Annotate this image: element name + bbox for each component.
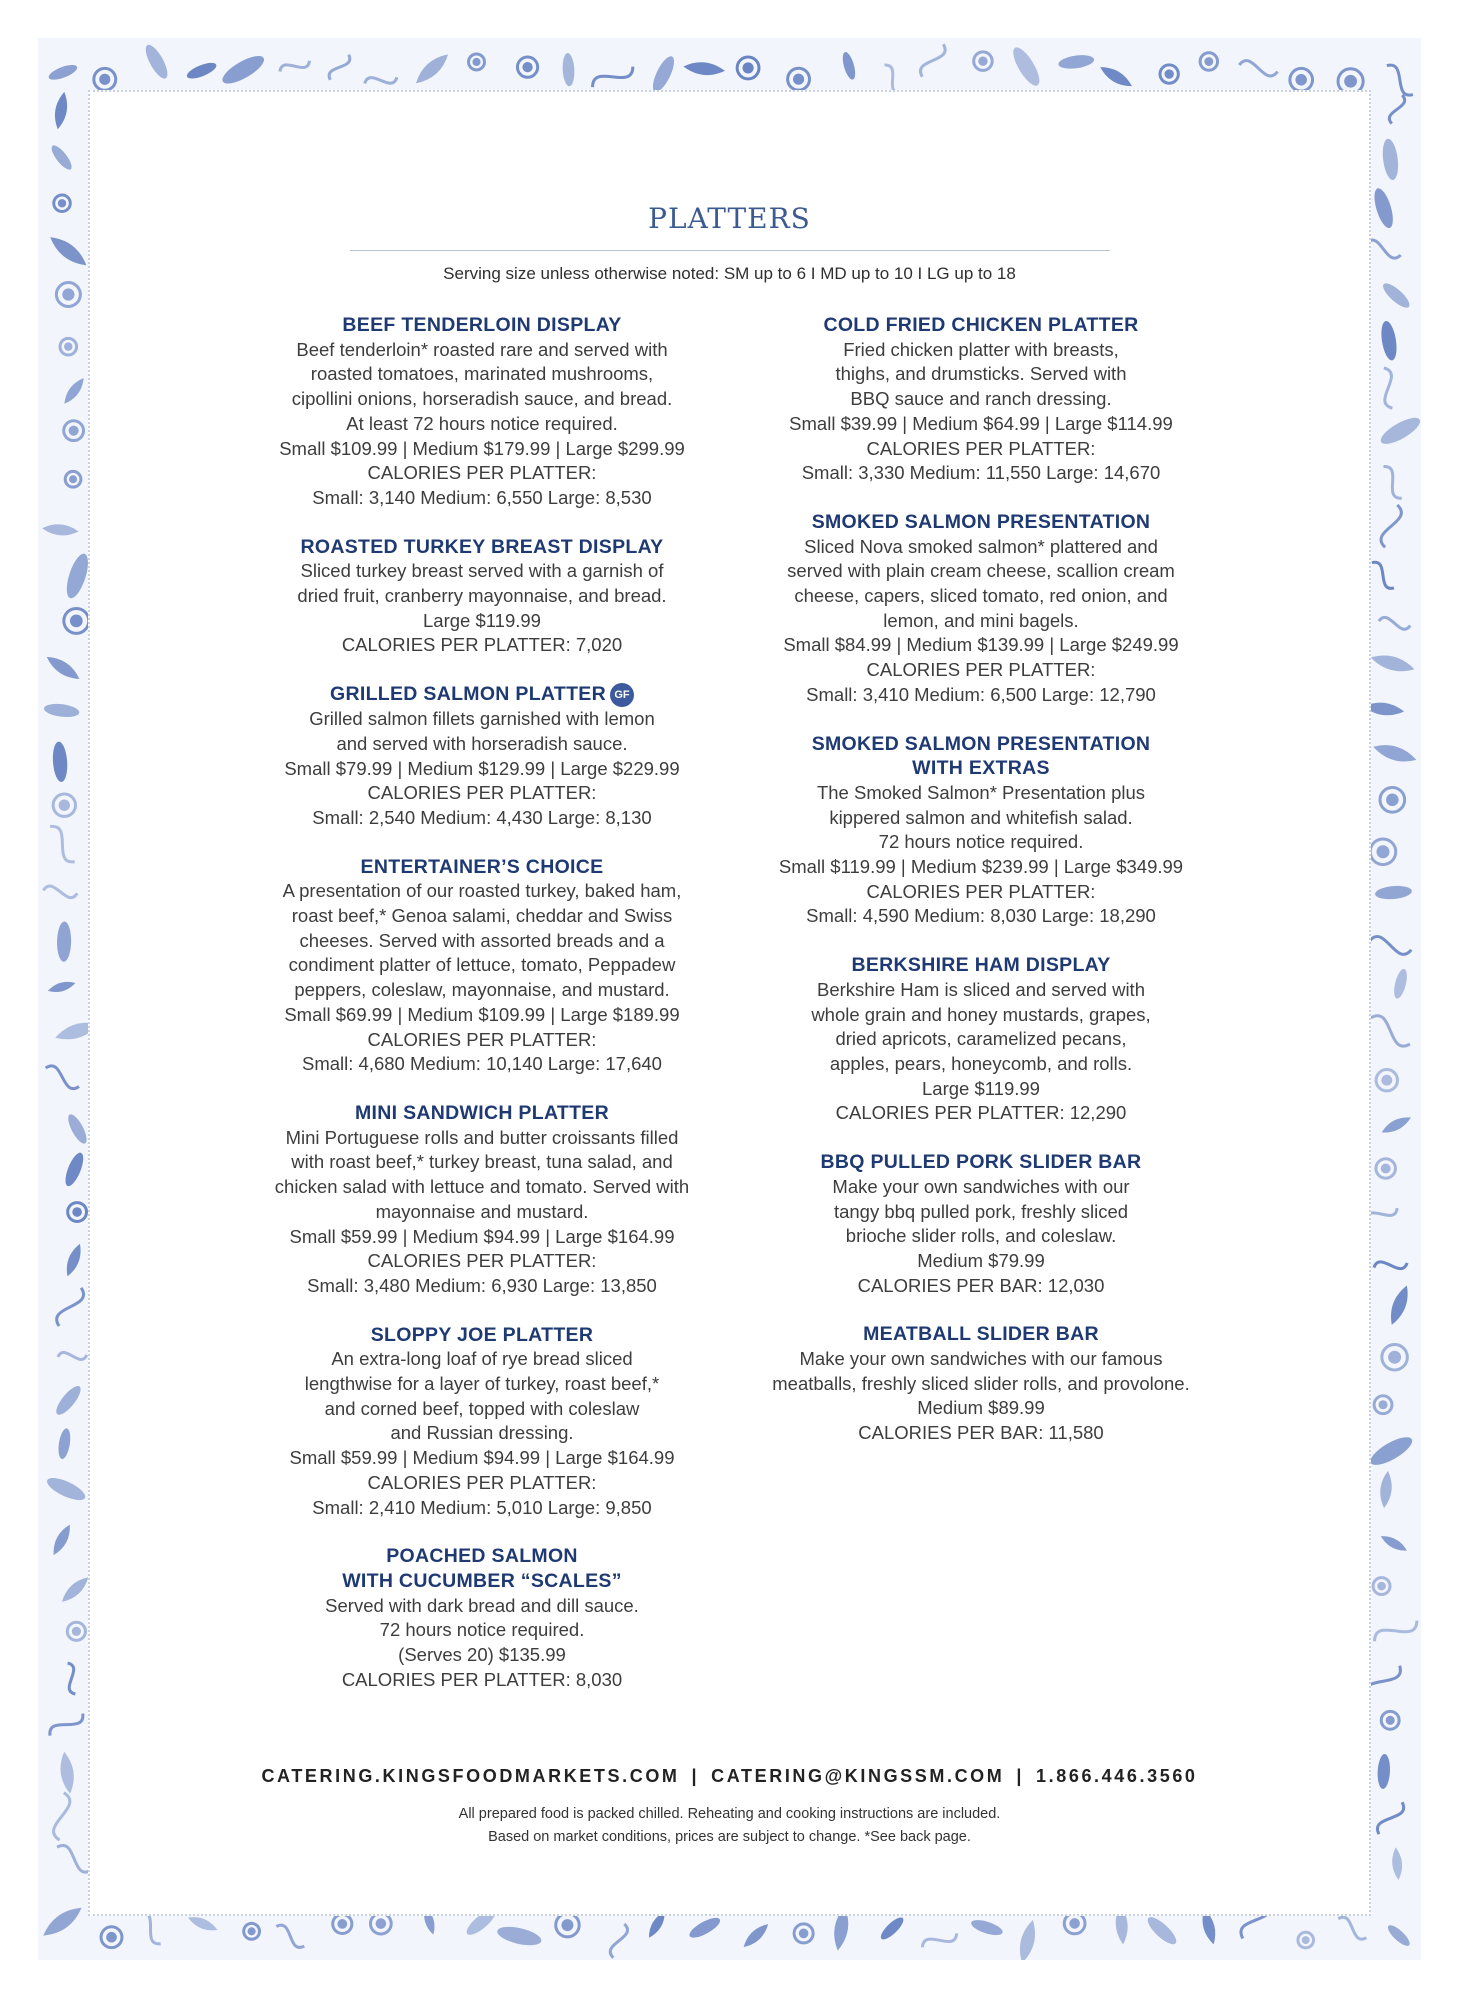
- shell-center: [69, 475, 77, 483]
- fish-shape: [1377, 413, 1421, 449]
- shell-center: [376, 1918, 387, 1929]
- item-name-text: ROASTED TURKEY BREAST DISPLAY: [300, 535, 664, 558]
- shell-center: [64, 342, 72, 350]
- item-detail-line: kippered salmon and whitefish salad.: [829, 806, 1133, 828]
- menu-item: [242, 313, 722, 511]
- item-detail-line: CALORIES PER PLATTER:: [367, 1471, 597, 1493]
- leaf-shape: [1016, 1918, 1040, 1960]
- menu-item: [741, 510, 1221, 708]
- item-name: [741, 1322, 1221, 1347]
- item-detail-line: cipollini onions, horseradish sauce, and bread.: [291, 388, 673, 410]
- fish-shape: [1375, 885, 1413, 901]
- menu-item: [242, 682, 722, 831]
- seaweed-shape: [63, 1662, 80, 1695]
- item-name: [741, 732, 1221, 757]
- item-detail-line: Small: 3,480 Medium: 6,930 Large: 13,850: [307, 1274, 657, 1296]
- leaf-shape: [1379, 1532, 1409, 1554]
- shell-center: [1069, 1918, 1080, 1929]
- item-detail-line: The Smoked Salmon* Presentation plus: [816, 781, 1146, 803]
- item-detail-line: CALORIES PER PLATTER:: [367, 462, 597, 484]
- title-divider: [350, 250, 1110, 251]
- leaf-shape: [1386, 1283, 1413, 1327]
- shell-center: [1376, 845, 1389, 858]
- seaweed-shape: [45, 823, 80, 865]
- item-detail-line: apples, pears, honeycomb, and rolls.: [829, 1052, 1133, 1074]
- item-name: [741, 1150, 1221, 1175]
- fish-shape: [1379, 320, 1399, 362]
- item-name-text: SMOKED SALMON PRESENTATION: [811, 732, 1151, 755]
- shell-center: [978, 56, 987, 65]
- shell-center: [59, 800, 70, 811]
- fish-shape: [1385, 1922, 1412, 1949]
- menu-item: [242, 1544, 722, 1692]
- seaweed-shape: [1388, 94, 1407, 126]
- item-detail-line: roast beef,* Genoa salami, cheddar and Swiss: [291, 905, 673, 927]
- shell-center: [472, 58, 480, 66]
- item-detail-line: CALORIES PER PLATTER: 8,030: [341, 1668, 623, 1690]
- item-detail-line: Small: 4,680 Medium: 10,140 Large: 17,640: [302, 1053, 662, 1075]
- item-detail-line: tangy bbq pulled pork, freshly sliced: [833, 1200, 1129, 1222]
- leaf-shape: [412, 50, 453, 89]
- item-detail-line: Small $59.99 | Medium $94.99 | Large $164.99: [289, 1447, 675, 1469]
- leaf-shape: [63, 1242, 85, 1278]
- item-detail-line: dried apricots, caramelized pecans,: [835, 1028, 1127, 1050]
- item-name-text: BBQ PULLED PORK SLIDER BAR: [820, 1151, 1142, 1174]
- seaweed-shape: [1383, 62, 1417, 98]
- item-detail-line: BBQ sauce and ranch dressing.: [850, 388, 1112, 410]
- item-detail-line: CALORIES PER PLATTER:: [367, 782, 597, 804]
- item-detail-line: roasted tomatoes, marinated mushrooms,: [310, 363, 654, 385]
- left-menu-column: [242, 313, 722, 1716]
- leaf-shape: [39, 1902, 86, 1941]
- item-detail-line: dried fruit, cranberry mayonnaise, and bread.: [297, 585, 667, 607]
- item-name-text: MEATBALL SLIDER BAR: [863, 1323, 1099, 1346]
- leaf-shape: [47, 979, 77, 995]
- item-detail-line: served with plain cream cheese, scallion cream: [787, 560, 1175, 582]
- item-detail-line: cheese, capers, sliced tomato, red onion, and: [794, 585, 1168, 607]
- item-detail-line: and served with horseradish sauce.: [336, 732, 628, 754]
- menu-item: [741, 1150, 1221, 1298]
- seaweed-shape: [43, 885, 78, 898]
- fish-shape: [1058, 53, 1095, 71]
- fish-shape: [649, 54, 678, 95]
- shell-center: [72, 1627, 81, 1636]
- shell-center: [1386, 1716, 1395, 1725]
- item-name: [242, 313, 722, 338]
- seaweed-shape: [47, 1709, 86, 1741]
- seaweed-shape: [920, 1928, 958, 1952]
- item-detail-line: Large $119.99: [922, 1077, 1040, 1099]
- menu-item: [741, 1322, 1221, 1446]
- shell-center: [743, 62, 754, 73]
- fish-shape: [496, 1923, 543, 1948]
- seaweed-shape: [54, 1285, 87, 1330]
- leaf-shape: [1371, 740, 1418, 766]
- item-name: [242, 1101, 722, 1126]
- fish-shape: [1008, 44, 1044, 89]
- seaweed-shape: [1368, 935, 1412, 956]
- menu-item: [741, 953, 1221, 1126]
- item-detail-line: 72 hours notice required.: [878, 831, 1084, 853]
- item-detail-line: chicken salad with lettuce and tomato. Served with: [274, 1176, 690, 1198]
- seaweed-shape: [1378, 617, 1411, 630]
- menu-item: [242, 1101, 722, 1299]
- menu-item: [242, 535, 722, 659]
- fish-shape: [878, 1914, 907, 1942]
- shell-center: [248, 1927, 256, 1935]
- item-detail-line: whole grain and honey mustards, grapes,: [811, 1003, 1151, 1025]
- fish-shape: [52, 741, 69, 782]
- shell-center: [1381, 1164, 1391, 1174]
- item-detail-line: Mini Portuguese rolls and butter croissants filled: [285, 1126, 679, 1148]
- contact-line: [0, 1766, 1459, 1787]
- leaf-shape: [186, 1913, 219, 1934]
- item-detail-line: meatballs, freshly sliced slider rolls, and provolone.: [772, 1372, 1190, 1394]
- item-detail-line: with roast beef,* turkey breast, tuna salad, and: [291, 1151, 673, 1173]
- item-detail-line: Small $59.99 | Medium $94.99 | Large $164.99: [289, 1225, 675, 1247]
- item-detail-line: thighs, and drumsticks. Served with: [835, 363, 1127, 385]
- leaf-shape: [1369, 651, 1416, 676]
- fish-shape: [840, 51, 857, 81]
- item-detail-line: and Russian dressing.: [390, 1422, 574, 1444]
- shell-center: [1204, 57, 1213, 66]
- item-name: [741, 510, 1221, 535]
- seaweed-shape: [1379, 464, 1406, 501]
- item-name: [741, 313, 1221, 338]
- item-name: [242, 1569, 722, 1594]
- shell-center: [793, 74, 804, 85]
- item-detail-line: Medium $79.99: [917, 1249, 1045, 1271]
- item-detail-line: brioche slider rolls, and coleslaw.: [845, 1225, 1117, 1247]
- item-detail-line: Fried chicken platter with breasts,: [843, 338, 1119, 360]
- seaweed-shape: [274, 1922, 308, 1950]
- fish-shape: [57, 1428, 73, 1460]
- item-name-text: GRILLED SALMON PLATTER: [330, 683, 606, 706]
- item-detail-line: An extra-long loaf of rye bread sliced: [331, 1348, 633, 1370]
- shell-center: [1377, 1582, 1386, 1591]
- page-title: PLATTERS: [648, 202, 811, 235]
- fish-shape: [1392, 968, 1410, 1000]
- shell-center: [1381, 1075, 1392, 1086]
- shell-center: [1295, 74, 1307, 86]
- leaf-shape: [58, 1573, 92, 1606]
- item-detail-line: Small: 2,540 Medium: 4,430 Large: 8,130: [312, 806, 652, 828]
- item-detail-line: Small: 3,140 Medium: 6,550 Large: 8,530: [312, 486, 652, 508]
- item-name: [242, 682, 722, 707]
- footnote-packing: All prepared food is packed chilled. Reheating and cooking instructions are included.: [458, 1806, 1001, 1822]
- menu-item: [242, 855, 722, 1077]
- item-detail-line: Small $69.99 | Medium $109.99 | Large $189.99: [284, 1003, 680, 1025]
- separator: |: [1016, 1766, 1025, 1786]
- item-detail-line: Grilled salmon fillets garnished with lemon: [309, 708, 655, 730]
- leaf-shape: [1097, 62, 1134, 91]
- item-detail-line: CALORIES PER PLATTER:: [367, 1028, 597, 1050]
- shell-center: [72, 1207, 82, 1217]
- fish-shape: [47, 62, 79, 83]
- item-detail-line: condiment platter of lettuce, tomato, Peppadew: [288, 954, 676, 976]
- item-detail-line: (Serves 20) $135.99: [398, 1644, 566, 1666]
- seaweed-shape: [918, 41, 948, 80]
- item-name-text: BEEF TENDERLOIN DISPLAY: [342, 314, 622, 336]
- seaweed-shape: [1378, 367, 1398, 410]
- item-detail-line: mayonnaise and mustard.: [375, 1200, 589, 1222]
- shell-center: [799, 1929, 809, 1939]
- seaweed-shape: [364, 73, 398, 89]
- fish-shape: [57, 921, 72, 961]
- footnote-pricing: Based on market conditions, prices are subject to change. *See back page.: [488, 1829, 971, 1845]
- shell-center: [561, 1919, 573, 1931]
- shell-center: [1386, 794, 1399, 807]
- gluten-free-badge: GF: [610, 683, 634, 707]
- item-detail-line: CALORIES PER PLATTER: 7,020: [341, 634, 623, 656]
- item-detail-line: lemon, and mini bagels.: [883, 609, 1079, 631]
- item-detail-line: A presentation of our roasted turkey, baked ham,: [282, 880, 682, 902]
- separator: |: [691, 1766, 700, 1786]
- item-detail-line: Small $79.99 | Medium $129.99 | Large $229.99: [284, 757, 680, 779]
- item-detail-line: Small $39.99 | Medium $64.99 | Large $114.99: [789, 412, 1173, 434]
- fish-shape: [65, 1112, 90, 1146]
- item-detail-line: Sliced turkey breast served with a garnish of: [300, 560, 664, 582]
- shell-center: [337, 1919, 347, 1929]
- menu-item: [741, 313, 1221, 486]
- item-detail-line: Small: 3,410 Medium: 6,500 Large: 12,790: [806, 683, 1156, 705]
- fish-shape: [969, 1917, 1004, 1938]
- seaweed-shape: [1368, 559, 1397, 591]
- fish-shape: [185, 60, 218, 82]
- leaf-shape: [1378, 1470, 1393, 1509]
- leaf-shape: [42, 523, 79, 537]
- item-detail-line: Small $84.99 | Medium $139.99 | Large $249.99: [783, 634, 1179, 656]
- menu-item: [242, 1323, 722, 1521]
- item-detail-line: Small: 2,410 Medium: 5,010 Large: 9,850: [312, 1496, 652, 1518]
- fish-shape: [142, 42, 172, 82]
- item-name-text: WITH CUCUMBER “SCALES”: [342, 1569, 622, 1592]
- fish-shape: [1367, 1432, 1416, 1470]
- item-detail-line: Beef tenderloin* roasted rare and served with: [296, 338, 668, 360]
- leaf-shape: [740, 1920, 771, 1950]
- item-name-text: ENTERTAINER’S CHOICE: [360, 855, 604, 878]
- item-detail-line: CALORIES PER PLATTER:: [367, 1250, 597, 1272]
- item-detail-line: peppers, coleslaw, mayonnaise, and mustard.: [294, 979, 670, 1001]
- leaf-shape: [49, 1522, 74, 1557]
- item-detail-line: CALORIES PER PLATTER:: [866, 437, 1096, 459]
- item-name: [242, 1323, 722, 1348]
- seaweed-shape: [1372, 1614, 1420, 1647]
- item-detail-line: Sliced Nova smoked salmon* plattered and: [804, 535, 1158, 557]
- email-link[interactable]: CATERING@KINGSSM.COM: [711, 1766, 1005, 1786]
- shell-center: [1344, 75, 1357, 88]
- item-name-text: SMOKED SALMON PRESENTATION: [811, 510, 1151, 533]
- menu-item: [741, 732, 1221, 930]
- shell-center: [99, 74, 110, 85]
- item-detail-line: CALORIES PER PLATTER:: [866, 659, 1096, 681]
- fish-shape: [52, 1383, 84, 1418]
- item-name: [242, 855, 722, 880]
- seaweed-shape: [608, 1922, 629, 1959]
- item-detail-line: cheeses. Served with assorted breads and a: [299, 929, 665, 951]
- website-link[interactable]: CATERING.KINGSFOODMARKETS.COM: [261, 1766, 680, 1786]
- fish-shape: [62, 1150, 87, 1188]
- item-name: [741, 756, 1221, 781]
- item-detail-line: Small: 3,330 Medium: 11,550 Large: 14,670: [801, 462, 1161, 484]
- leaf-shape: [61, 375, 88, 406]
- item-detail-line: Berkshire Ham is sliced and served with: [817, 978, 1145, 1000]
- item-detail-line: CALORIES PER PLATTER:: [866, 880, 1096, 902]
- shell-center: [70, 615, 83, 628]
- item-name-text: COLD FRIED CHICKEN PLATTER: [823, 314, 1139, 336]
- seaweed-shape: [1238, 59, 1278, 77]
- shell-center: [62, 288, 74, 300]
- fish-shape: [48, 143, 74, 173]
- item-name: [242, 535, 722, 560]
- item-name-text: POACHED SALMON: [386, 1545, 578, 1568]
- item-detail-line: CALORIES PER BAR: 11,580: [858, 1422, 1104, 1444]
- seaweed-shape: [1335, 1915, 1369, 1942]
- leaf-shape: [43, 652, 82, 684]
- item-name-text: BERKSHIRE HAM DISPLAY: [851, 954, 1111, 977]
- right-menu-column: [741, 313, 1221, 1470]
- fish-shape: [1381, 138, 1400, 181]
- item-detail-line: CALORIES PER BAR: 12,030: [857, 1274, 1105, 1296]
- seaweed-shape: [1367, 1012, 1414, 1050]
- shell-center: [1302, 1936, 1310, 1944]
- item-detail-line: Served with dark bread and dill sauce.: [325, 1594, 639, 1616]
- seaweed-shape: [43, 1063, 82, 1091]
- fish-shape: [1380, 280, 1413, 311]
- item-name-text: WITH EXTRAS: [912, 757, 1050, 780]
- shell-center: [69, 426, 79, 436]
- item-detail-line: Make your own sandwiches with our: [832, 1175, 1130, 1197]
- fish-shape: [219, 51, 268, 89]
- fish-shape: [687, 1914, 723, 1941]
- leaf-shape: [1379, 1113, 1413, 1137]
- item-name: [242, 1544, 722, 1569]
- leaf-shape: [683, 60, 726, 77]
- fish-shape: [44, 1474, 88, 1505]
- item-detail-line: Small $109.99 | Medium $179.99 | Large $299.99: [279, 437, 685, 459]
- seaweed-shape: [590, 61, 636, 93]
- item-detail-line: Make your own sandwiches with our famous: [799, 1348, 1163, 1370]
- seaweed-shape: [1379, 503, 1403, 549]
- shell-center: [1388, 1351, 1401, 1364]
- item-detail-line: Medium $89.99: [917, 1397, 1045, 1419]
- item-detail-line: 72 hours notice required.: [379, 1619, 585, 1641]
- item-detail-line: lengthwise for a layer of turkey, roast beef,*: [304, 1373, 660, 1395]
- item-name-text: MINI SANDWICH PLATTER: [354, 1101, 609, 1124]
- item-detail-line: Small: 4,590 Medium: 8,030 Large: 18,290: [806, 905, 1156, 927]
- fish-shape: [562, 53, 575, 87]
- seaweed-shape: [278, 57, 311, 76]
- item-name-text: SLOPPY JOE PLATTER: [370, 1323, 594, 1346]
- shell-center: [522, 62, 532, 72]
- item-detail-line: CALORIES PER PLATTER: 12,290: [835, 1102, 1127, 1124]
- fish-shape: [43, 702, 80, 719]
- shell-center: [1378, 1400, 1387, 1409]
- leaf-shape: [1391, 1847, 1404, 1880]
- seaweed-shape: [1373, 1258, 1407, 1272]
- shell-center: [1164, 69, 1173, 78]
- item-name: [741, 953, 1221, 978]
- seaweed-shape: [58, 1351, 87, 1361]
- item-detail-line: Small $119.99 | Medium $239.99 | Large $349.99: [778, 856, 1184, 878]
- fish-shape: [1144, 1913, 1180, 1948]
- item-detail-line: Large $119.99: [423, 609, 541, 631]
- item-detail-line: At least 72 hours notice required.: [346, 412, 618, 434]
- phone-number[interactable]: 1.866.446.3560: [1036, 1766, 1198, 1786]
- seaweed-shape: [327, 52, 353, 82]
- serving-size-note: Serving size unless otherwise noted: SM up to 6 I MD up to 10 I LG up to 18: [443, 264, 1016, 283]
- leaf-shape: [52, 91, 70, 130]
- item-detail-line: and corned beef, topped with coleslaw: [324, 1397, 640, 1419]
- shell-center: [106, 1932, 117, 1943]
